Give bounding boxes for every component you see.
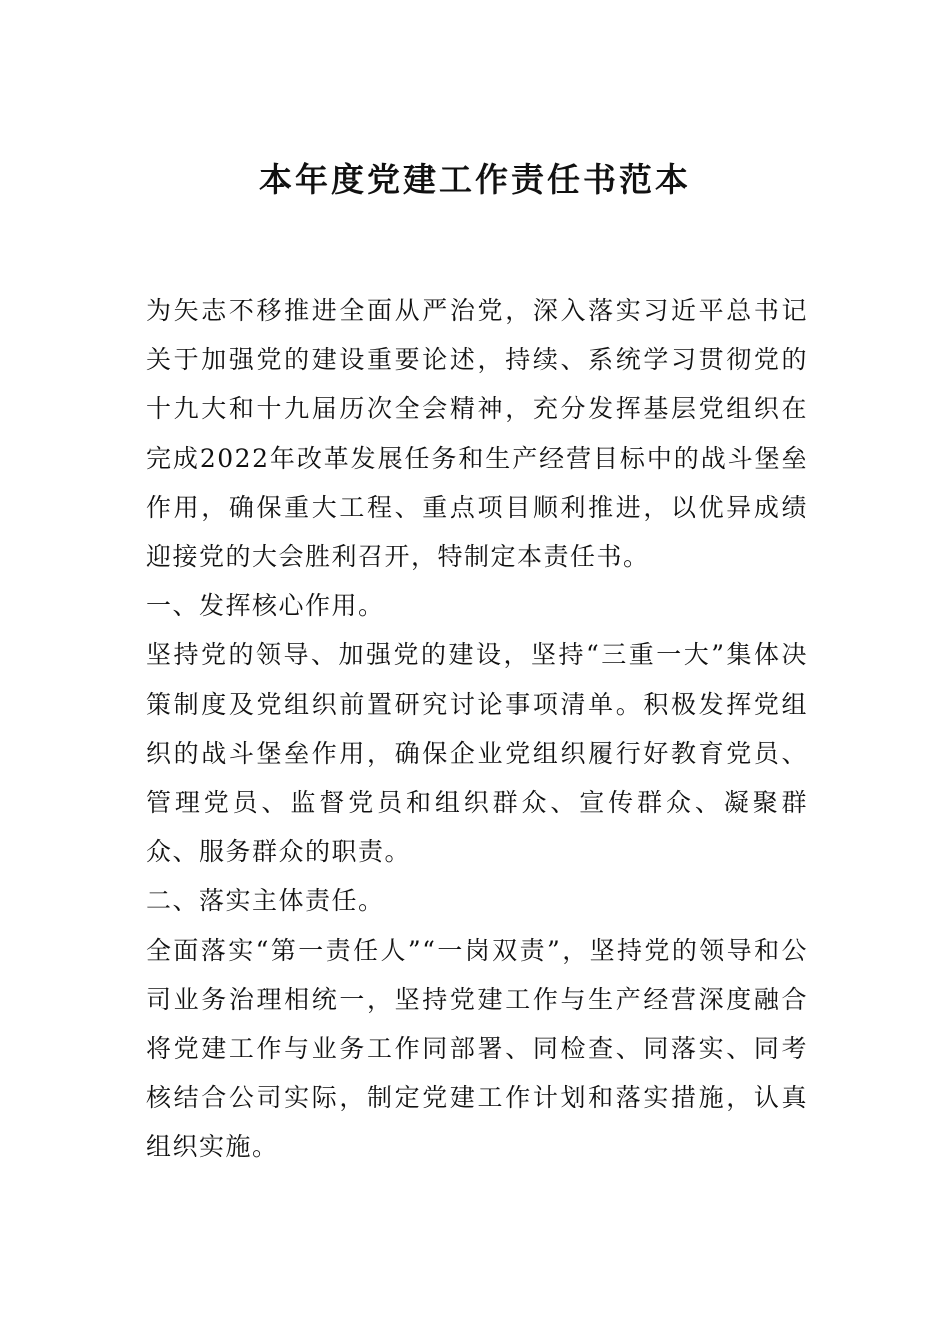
section-heading-2: 二、落实主体责任。: [146, 886, 385, 916]
document-title: 本年度党建工作责任书范本: [259, 160, 691, 199]
section-paragraph-1: 坚持党的领导、加强党的建设，坚持“三重一大”集体决策制度及党组织前置研究讨论事项清单。积极发挥党组织的战斗堡垒作用，确保企业党组织履行好教育党员、管理党员、监督党员和组织群众、宣传群众、凝聚群众、服务群众的职责。: [146, 640, 808, 867]
intro-paragraph: 为矢志不移推进全面从严治党，深入落实习近平总书记关于加强党的建设重要论述，持续、系统学习贯彻党的十九大和十九届历次全会精神，充分发挥基层党组织在完成2022年改革发展任务和生产经营目标中的战斗堡垒作用，确保重大工程、重点项目顺利推进，以优异成绩迎接党的大会胜利召开，特制定本责任书。: [146, 296, 808, 572]
document-body: [146, 286, 808, 1172]
section-paragraph-2: 全面落实“第一责任人”“一岗双责”，坚持党的领导和公司业务治理相统一，坚持党建工作与生产经营深度融合将党建工作与业务工作同部署、同检查、同落实、同考核结合公司实际，制定党建工作计划和落实措施，认真组织实施。: [146, 935, 808, 1162]
section-heading-1: 一、发挥核心作用。: [146, 591, 385, 621]
